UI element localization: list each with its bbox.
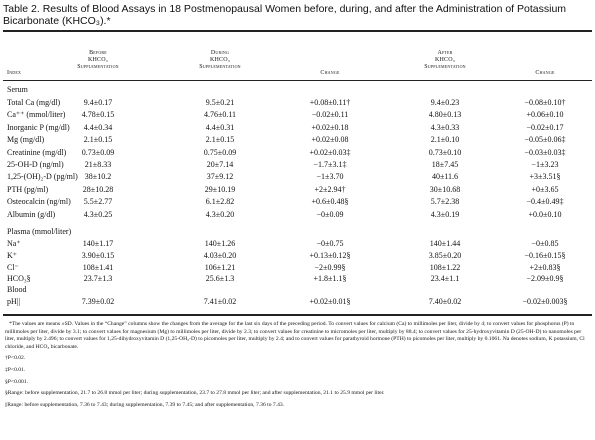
change-after-value: −0.02±0.003§	[522, 297, 568, 306]
before-value: 0.73±0.09	[81, 147, 115, 157]
during-value: 2.1±0.15	[205, 135, 235, 145]
change-during-value: +0.02±0.08	[311, 135, 349, 145]
during-value: 4.03±0.20	[203, 250, 237, 260]
change-during-value: +0.13±0.12§	[309, 250, 351, 260]
after-value: 108±1.22	[429, 262, 461, 272]
change-during-value: +0.02±0.18	[311, 122, 349, 132]
footnote-p0001: §P<0.001.	[5, 378, 29, 385]
footnote-hco3-range: §Range: before supplementation, 21.7 to 26.8 mmol per liter; during supplementation, 23.7 to 27.8 mmol per liter; and after supplementation, 21.1 to 25.9 mmol per liter.	[5, 390, 385, 397]
after-value: 4.3±0.19	[430, 209, 460, 219]
table-row	[0, 296, 595, 307]
during-value: 106±1.21	[204, 262, 236, 272]
after-value: 9.4±0.23	[430, 98, 460, 107]
before-value: 23.7±1.3	[83, 274, 113, 284]
change-after-value: +3±3.51§	[529, 172, 561, 182]
before-value: 7.39±0.02	[81, 297, 115, 306]
row-label: Total Ca (mg/dl)	[7, 98, 61, 107]
row-label: Osteocalcin (ng/ml)	[7, 197, 71, 207]
row-label: Cl⁻	[7, 262, 19, 272]
change-during-value: −0±0.75	[316, 239, 344, 248]
after-value: 4.80±0.13	[428, 110, 462, 120]
header-before-line2: KHCO₃	[87, 57, 109, 63]
header-during-line3: Supplementation	[199, 64, 241, 70]
change-during-value: +1.8±1.1§	[313, 274, 347, 284]
footnote-ph-range: ||Range: before supplementation, 7.36 to 7.43; during supplementation, 7.39 to 7.45; and after supplementation, 7.36 to 7.43.	[5, 401, 285, 408]
change-after-value: −0.16±0.15§	[524, 250, 566, 260]
table-title: Table 2. Results of Blood Assays in 18 Postmenopausal Women before, during, and after the Administration of Potassium Bicarbonate (KHCO₃).*	[3, 3, 567, 27]
table-row	[0, 250, 595, 261]
before-value: 28±10.28	[82, 184, 114, 194]
during-value: 29±10.19	[204, 184, 236, 194]
table-row	[0, 262, 595, 273]
during-value: 25.6±1.3	[205, 274, 235, 284]
during-value: 6.1±2.82	[205, 197, 235, 207]
row-label: 1,25-(OH)₂-D (pg/ml)	[7, 172, 78, 182]
change-after-value: +2±0.83§	[529, 262, 561, 272]
change-after-value: −0.03±0.03‡	[524, 147, 566, 157]
during-value: 7.41±0.02	[203, 297, 237, 306]
after-value: 30±10.68	[429, 184, 461, 194]
table-row	[0, 209, 595, 220]
section-serum: Serum	[7, 85, 28, 94]
header-after-line2: KHCO₃	[434, 57, 456, 63]
before-value: 38±10.2	[84, 172, 112, 182]
table-row	[0, 184, 595, 195]
change-during-value: +0.02±0.01§	[309, 297, 351, 306]
table-row	[0, 159, 595, 170]
after-value: 2.1±0.10	[430, 135, 460, 145]
footnotes	[5, 321, 591, 413]
row-label: HCO₃§	[7, 274, 31, 284]
change-after-value: +0.0±0.10	[528, 209, 562, 219]
header-change-2: Change	[535, 70, 555, 76]
before-value: 2.1±0.15	[83, 135, 113, 145]
change-after-value: +0.06±0.10	[526, 110, 564, 120]
before-value: 140±1.17	[82, 239, 114, 248]
before-value: 21±8.33	[84, 160, 112, 169]
after-value: 23.4±1.1	[430, 274, 460, 284]
header-before-line3: Supplementation	[77, 64, 119, 70]
table-row	[0, 171, 595, 182]
header-before-line1: Before	[89, 50, 107, 56]
header-index: Index	[7, 70, 22, 76]
change-during-value: −0±0.09	[316, 209, 344, 219]
change-after-value: −0.05±0.06‡	[524, 135, 566, 145]
row-label: K⁺	[7, 250, 17, 260]
table-row	[0, 122, 595, 133]
after-value: 7.40±0.02	[428, 297, 462, 306]
during-value: 20±7.14	[206, 160, 234, 169]
change-during-value: −1.7±3.1‡	[313, 160, 347, 169]
change-during-value: −2±0.99§	[314, 262, 346, 272]
row-label: Mg (mg/dl)	[7, 135, 45, 145]
after-value: 3.85±0.20	[428, 250, 462, 260]
bottom-rule	[3, 314, 592, 316]
before-value: 3.90±0.15	[81, 250, 115, 260]
change-during-value: −0.02±0.11	[311, 110, 349, 120]
change-during-value: +0.08±0.11†	[309, 98, 351, 107]
table-row	[0, 238, 595, 249]
header-rule	[3, 80, 592, 81]
after-value: 40±11.6	[431, 172, 459, 182]
row-label: 25-OH-D (ng/ml)	[7, 160, 64, 169]
header-after	[385, 50, 505, 71]
change-after-value: −0±0.85	[531, 239, 559, 248]
row-label: PTH (pg/ml)	[7, 184, 49, 194]
change-during-value: +0.6±0.48§	[311, 197, 349, 207]
header-during	[160, 50, 280, 71]
during-value: 4.3±0.20	[205, 209, 235, 219]
after-value: 18±7.45	[431, 160, 459, 169]
header-change-1: Change	[320, 70, 340, 76]
row-label: Creatinine (mg/dl)	[7, 147, 67, 157]
table-row	[0, 97, 595, 108]
change-during-value: −1±3.70	[316, 172, 344, 182]
during-value: 4.76±0.11	[203, 110, 237, 120]
during-value: 0.75±0.09	[203, 147, 237, 157]
top-rule	[3, 30, 592, 32]
change-after-value: −0.4±0.49‡	[526, 197, 564, 207]
after-value: 4.3±0.33	[430, 122, 460, 132]
before-value: 4.3±0.25	[83, 209, 113, 219]
during-value: 4.4±0.31	[205, 122, 235, 132]
change-after-value: −1±3.23	[531, 160, 559, 169]
table-row	[0, 147, 595, 158]
before-value: 4.78±0.15	[81, 110, 115, 120]
during-value: 9.5±0.21	[205, 98, 235, 107]
footnote-main: *The values are means ±SD. Values in the “Change” columns show the changes from the average for the last six days of the preceding period. To convert values for calcium (Ca) to millimoles per liter, divide by 4; to convert values for phosphorus (P) to millimoles per liter, divide by 3.1; to convert values for magnesium (Mg) to millimoles per liter, divide by 2.3; to convert values for creatinine to micromoles per liter, multiply by 88.4; to convert values for 25-hydroxyvitamin D (25-OH-D) to nanomoles per liter, multiply by 2.496; to convert values for 1,25-dihydroxyvitamin D (1,25-OH₂-D) to picomoles per liter, multiply by 2.4; and to convert values for parathyroid hormone (PTH) to picomoles per liter, multiply by 0.1061. Na denotes sodium, K potassium, Cl chloride, and HCO₃ bicarbonate.	[5, 321, 585, 350]
change-during-value: +2±2.94†	[314, 184, 346, 194]
row-label: Na⁺	[7, 239, 21, 248]
after-value: 140±1.44	[429, 239, 461, 248]
before-value: 108±1.41	[82, 262, 114, 272]
header-after-line3: Supplementation	[424, 64, 466, 70]
row-label: Albumin (g/dl)	[7, 209, 56, 219]
row-label: Inorganic P (mg/dl)	[7, 122, 70, 132]
during-value: 140±1.26	[204, 239, 236, 248]
before-value: 5.5±2.77	[83, 197, 113, 207]
during-value: 37±9.12	[206, 172, 234, 182]
header-after-line1: After	[437, 50, 453, 56]
row-label: pH||	[7, 297, 20, 306]
header-during-line1: During	[210, 50, 230, 56]
change-after-value: −2.09±0.9§	[526, 274, 564, 284]
table-row	[0, 134, 595, 145]
row-label: Ca⁺⁺ (mmol/liter)	[7, 110, 66, 120]
change-after-value: −0.02±0.17	[526, 122, 564, 132]
table-row	[0, 109, 595, 120]
before-value: 4.4±0.34	[83, 122, 113, 132]
header-during-line2: KHCO₃	[209, 57, 231, 63]
change-during-value: +0.02±0.03‡	[309, 147, 351, 157]
table-row	[0, 273, 595, 284]
footnote-p001: ‡P<0.01.	[5, 366, 26, 373]
header-before	[38, 50, 158, 71]
section-blood: Blood	[7, 285, 27, 294]
section-plasma: Plasma (mmol/liter)	[7, 227, 72, 236]
after-value: 0.73±0.10	[428, 147, 462, 157]
change-after-value: +0±3.65	[531, 184, 559, 194]
footnote-p002: †P<0.02.	[5, 355, 26, 362]
before-value: 9.4±0.17	[83, 98, 113, 107]
after-value: 5.7±2.38	[430, 197, 460, 207]
change-after-value: −0.08±0.10†	[524, 98, 566, 107]
table-row	[0, 196, 595, 207]
